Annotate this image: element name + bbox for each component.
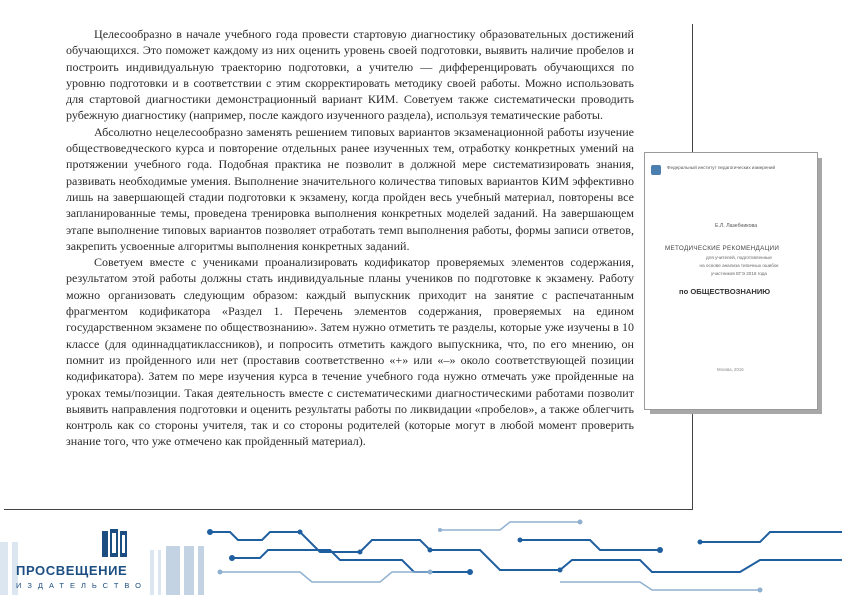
document-text xyxy=(66,26,634,450)
book-emblem-icon xyxy=(100,527,130,559)
book-cover-thumbnail xyxy=(644,152,822,414)
paragraph-2: Абсолютно нецелесообразно заменять решением типовых вариантов экзаменационной работы изучение обществоведческого курса и повторение отдельных ранее изученных тем, отработку конкретных умений на протяжении учебного года. Подобная практика не позволит в должной мере систематизировать знания, развивать необходимые умения. Выполнение значительного количества типовых вариантов КИМ эффективно лишь на завершающей стадии подготовки к экзамену, когда пройден весь учебный материал, повторены все запланированные темы, проведена тренировка выполнения конкретных моделей заданий. На завершающем этапе выполнение типовых вариантов позволяет отработать темп выполнения работы, формы записи ответов, закрепить усвоенные алгоритмы выполнения конкретных заданий. xyxy=(66,124,634,253)
brand-subtitle: ИЗДАТЕЛЬСТВО xyxy=(16,581,148,590)
cover-header: Федеральный институт педагогических измерений xyxy=(667,165,776,170)
cover-author: Е.Л. Лазебникова xyxy=(715,223,758,229)
institute-logo-icon xyxy=(651,165,661,175)
publisher-footer-banner xyxy=(0,510,842,595)
paragraph-3: Советуем вместе с учениками проанализировать кодификатор проверяемых элементов содержания, результатом этой работы должны стать индивидуальные планы учеников по подготовке к экзамену. Работу можно организовать следующим образом: каждый выпускник приходит на занятие с распечатанным фрагментом кодификатора «Раздел 1. Перечень элементов содержания, проверяемых на едином государственном экзамене по обществознанию». Затем нужно отметить те разделы, которые уже изучены в 10 классе (для одиннадцатиклассников), и попросить отметить каждого выпускника, что, по его мнению, он помнит из пройденного или нет (проставив соответственно «+» или «–» около соответствующей позиции кодификатора). Затем по мере изучения курса в течение учебного года нужно отмечать уже пройденные на уроках темы/позиции. Такая деятельность вместе с систематическими диагностическими работами позволит выявить направления подготовки и оценить результаты работы по ликвидации «пробелов», а также облегчить контроль как со стороны учителя, так и со стороны родителей (которые могут в любой момент проверить знание того, что уже отмечено как пройденный материал). xyxy=(66,255,634,449)
cover-city: Москва, 2016 xyxy=(717,367,744,372)
paragraph-1: Целесообразно в начале учебного года провести стартовую диагностику образовательных достижений обучающихся. Это поможет каждому из них оценить уровень своей подготовки, выявить наличие пробелов и построить индивидуальную траекторию подготовки, а учителю — дифференцировать обучающихся по уровню подготовки и в соответствии с этим скорректировать методику своей работы. Можно использовать для стартовой диагностики демонстрационный вариант КИМ. Советуем также систематически проводить рубежную диагностику (например, после каждого изученного раздела), используя тематические работы. xyxy=(66,27,634,123)
cover-title: МЕТОДИЧЕСКИЕ РЕКОМЕНДАЦИИ xyxy=(665,245,780,252)
cover-subject: по ОБЩЕСТВОЗНАНИЮ xyxy=(679,287,771,296)
cover-subtitle-line-1: для учителей, подготовленные xyxy=(706,255,772,260)
book-cover xyxy=(644,152,818,410)
publisher-logo xyxy=(16,525,146,595)
document-page xyxy=(4,24,693,510)
brand-name: ПРОСВЕЩЕНИЕ xyxy=(16,563,128,578)
cover-subtitle-line-3: участников ЕГЭ 2016 года xyxy=(711,271,767,276)
cover-subtitle-line-2: на основе анализа типичных ошибок xyxy=(699,263,779,268)
